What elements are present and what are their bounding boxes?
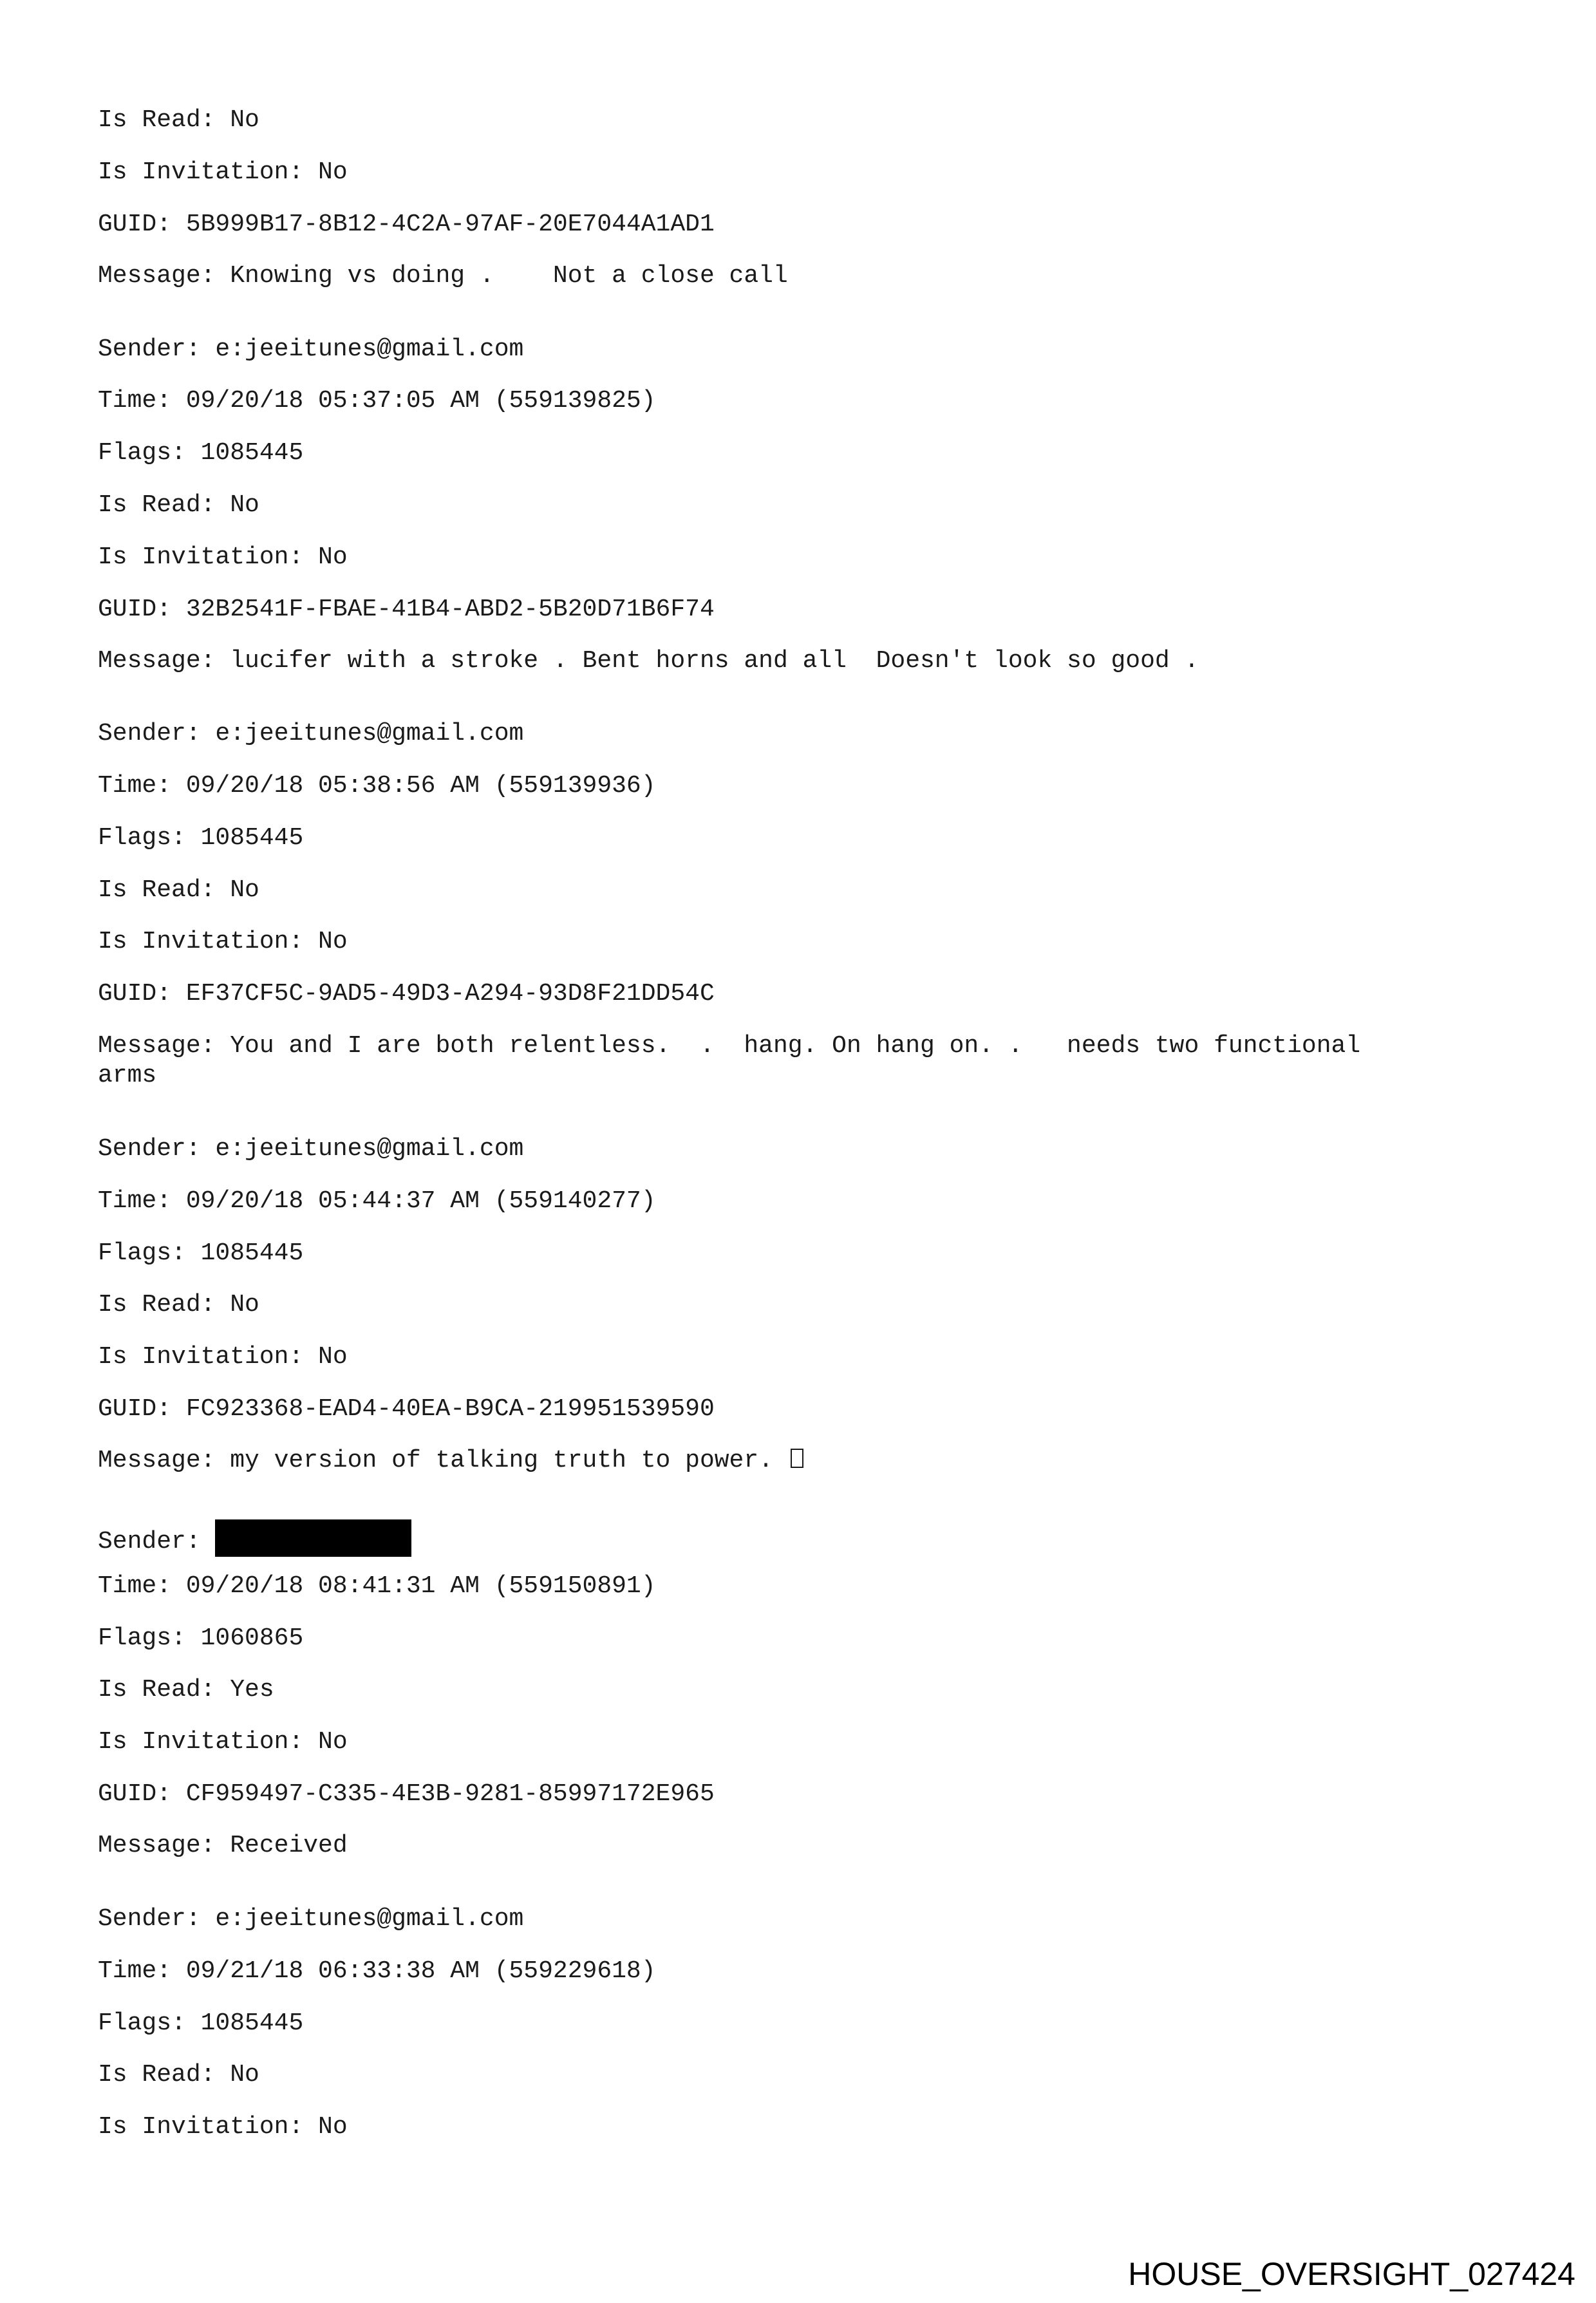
field-flags: Flags: 1085445 <box>98 2009 304 2037</box>
bates-number: HOUSE_OVERSIGHT_027424 <box>1128 2256 1575 2292</box>
field-sender: Sender: e:jeeitunes@gmail.com <box>98 1135 524 1163</box>
field-is-read: Is Read: No <box>98 876 259 904</box>
field-is-invitation: Is Invitation: No <box>98 1728 348 1756</box>
field-is-invitation: Is Invitation: No <box>98 543 348 571</box>
field-is-invitation: Is Invitation: No <box>98 1343 348 1371</box>
field-is-invitation: Is Invitation: No <box>98 928 348 955</box>
field-guid: GUID: 5B999B17-8B12-4C2A-97AF-20E7044A1AD1 <box>98 211 715 238</box>
field-guid: GUID: 32B2541F-FBAE-41B4-ABD2-5B20D71B6F74 <box>98 596 715 623</box>
field-flags: Flags: 1060865 <box>98 1624 304 1652</box>
field-guid: GUID: EF37CF5C-9AD5-49D3-A294-93D8F21DD54C <box>98 980 715 1008</box>
field-time: Time: 09/20/18 05:44:37 AM (559140277) <box>98 1187 656 1215</box>
field-is-invitation: Is Invitation: No <box>98 2113 348 2141</box>
field-guid: GUID: CF959497-C335-4E3B-9281-85997172E965 <box>98 1780 715 1808</box>
message-text: Message: my version of talking truth to power. <box>98 1447 773 1474</box>
field-message: Message: Knowing vs doing . Not a close call <box>98 262 788 290</box>
field-guid: GUID: FC923368-EAD4-40EA-B9CA-219951539590 <box>98 1395 715 1423</box>
field-time: Time: 09/21/18 06:33:38 AM (559229618) <box>98 1957 656 1985</box>
redaction-block <box>215 1519 411 1557</box>
field-is-read: Is Read: No <box>98 491 259 519</box>
field-flags: Flags: 1085445 <box>98 1239 304 1267</box>
field-message: Message: Received <box>98 1832 348 1859</box>
field-message <box>98 1446 1501 1476</box>
sender-label: Sender: <box>98 1528 201 1556</box>
field-message: Message: lucifer with a stroke . Bent horns and all Doesn't look so good . <box>98 647 1199 675</box>
field-flags: Flags: 1085445 <box>98 824 304 852</box>
field-is-read: Is Read: Yes <box>98 1676 274 1704</box>
field-is-read: Is Read: No <box>98 2061 259 2089</box>
field-time: Time: 09/20/18 05:38:56 AM (559139936) <box>98 772 656 800</box>
field-sender: Sender: e:jeeitunes@gmail.com <box>98 720 524 747</box>
field-time: Time: 09/20/18 05:37:05 AM (559139825) <box>98 387 656 415</box>
field-sender: Sender: e:jeeitunes@gmail.com <box>98 1905 524 1933</box>
field-time: Time: 09/20/18 08:41:31 AM (559150891) <box>98 1572 656 1600</box>
field-flags: Flags: 1085445 <box>98 439 304 467</box>
field-sender <box>98 1519 1501 1557</box>
missing-glyph-icon <box>791 1449 803 1468</box>
field-is-invitation: Is Invitation: No <box>98 158 348 186</box>
field-is-read: Is Read: No <box>98 1291 259 1319</box>
field-sender: Sender: e:jeeitunes@gmail.com <box>98 335 524 363</box>
field-is-read: Is Read: No <box>98 106 259 134</box>
field-message: Message: You and I are both relentless. . hang. On hang on. . needs two functional arms <box>98 1032 1361 1089</box>
